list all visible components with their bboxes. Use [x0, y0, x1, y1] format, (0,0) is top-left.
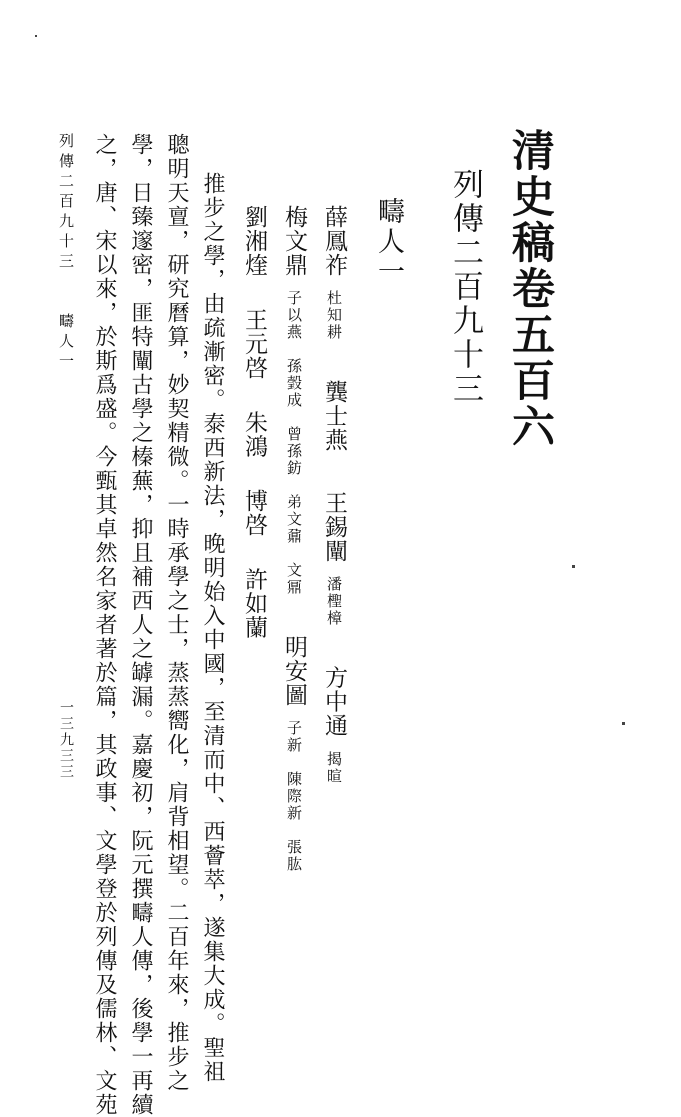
attached-name: 潘檉樟 [325, 575, 343, 627]
person-name: 朱鴻 [241, 410, 267, 459]
name-list-column-2 [278, 205, 311, 873]
person-name: 薛鳳祚 [321, 205, 347, 277]
body-text-column: 聰明天亶，研究曆算，妙契精微。一時承學之士，蒸蒸嚮化，肩背相望。二百年來，推步之 [164, 133, 189, 1093]
person-name: 王元啓 [241, 307, 267, 380]
attached-name: 揭暄 [325, 750, 343, 785]
body-text-column: 之，唐、宋以來，於斯爲盛。今甄其卓然名家者著於篇，其政事、文學登於列傳及儒林、文苑 [92, 133, 117, 1117]
body-text-column: 推步之學，由疏漸密。泰西新法，晚明始入中國，至清而中、西薈萃，遂集大成。聖祖 [200, 172, 225, 1084]
print-speck [622, 722, 625, 725]
person-name: 劉湘煃 [241, 205, 267, 277]
volume-title: 清史稿卷五百六 [505, 128, 555, 450]
running-head: 列傳二百九十三 疇人一 [57, 133, 75, 373]
chapter-subtitle: 列傳二百九十三 [447, 168, 483, 406]
print-speck [35, 35, 37, 37]
person-name: 許如蘭 [241, 567, 267, 640]
name-list-column-3 [238, 205, 271, 640]
attached-name: 子新 陳際新 張肱 [285, 720, 303, 874]
attached-name: 子以燕 孫瑴成 曾孫鈁 弟文鼐 文鼏 [285, 290, 303, 597]
person-name: 王錫闡 [321, 490, 347, 563]
person-name: 方中通 [321, 665, 347, 738]
person-name: 明安圖 [281, 634, 307, 707]
attached-name: 杜知耕 [325, 290, 343, 342]
body-text-column: 學，日臻邃密，匪特闡古學之榛蕪，抑且補西人之罅漏。嘉慶初，阮元撰疇人傳，後學一再續 [128, 133, 153, 1117]
person-name: 博啓 [241, 488, 267, 537]
section-heading: 疇人一 [373, 197, 404, 287]
person-name: 龔士燕 [321, 379, 347, 452]
name-list-column-1 [318, 205, 351, 785]
page-number: 一三九三三 [58, 700, 74, 780]
person-name: 梅文鼎 [281, 205, 307, 277]
print-speck [572, 565, 575, 568]
